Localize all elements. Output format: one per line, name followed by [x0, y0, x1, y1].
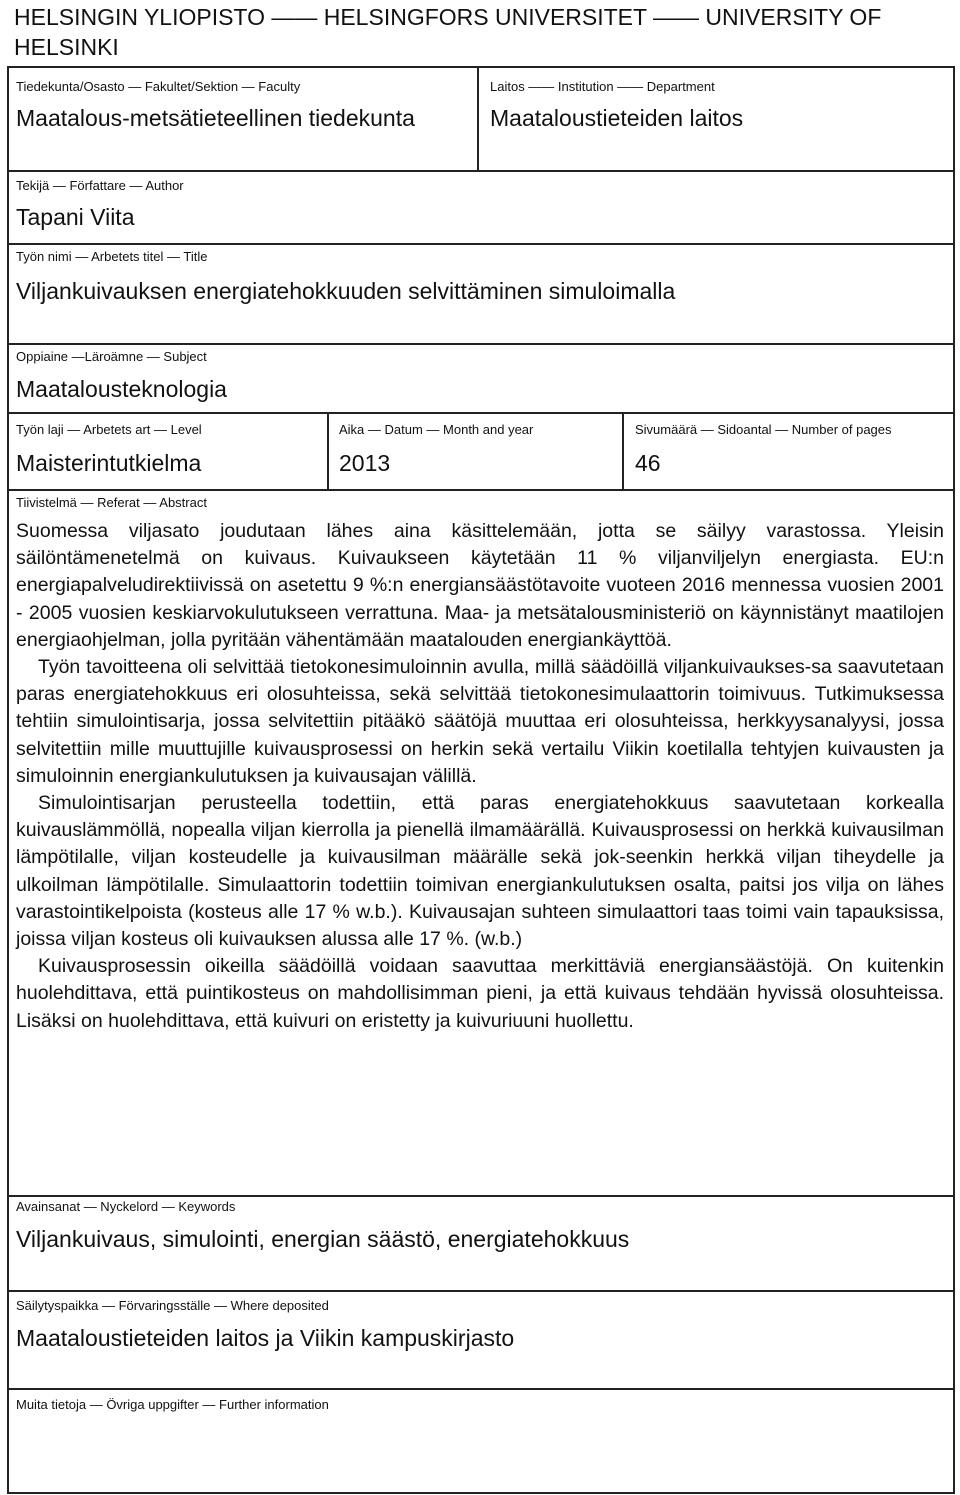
title-label: Työn nimi — Arbetets titel — Title [16, 249, 208, 264]
faculty-label: Tiedekunta/Osasto — Fakultet/Sektion — Faculty [16, 79, 301, 94]
university-header: HELSINGIN YLIOPISTO —— HELSINGFORS UNIVERSITET —— UNIVERSITY OF HELSINKI [14, 4, 882, 60]
faculty-value: Maatalous-metsätieteellinen tiedekunta [16, 105, 415, 131]
divider [7, 412, 955, 414]
abstract-label: Tiivistelmä — Referat — Abstract [16, 495, 207, 510]
divider [7, 243, 955, 245]
divider [7, 1290, 955, 1292]
divider [7, 170, 955, 172]
date-label: Aika — Datum — Month and year [339, 422, 534, 437]
keywords-label: Avainsanat — Nyckelord — Keywords [16, 1199, 236, 1214]
author-label: Tekijä — Författare — Author [16, 178, 184, 193]
divider [622, 412, 624, 490]
keywords-value: Viljankuivaus, simulointi, energian säästö, energiatehokkuus [16, 1226, 630, 1252]
level-value: Maisterintutkielma [16, 450, 202, 476]
further-label: Muita tietoja — Övriga uppgifter — Further information [16, 1397, 329, 1412]
department-value: Maataloustieteiden laitos [490, 105, 744, 131]
divider [7, 343, 955, 345]
subject-value: Maatalousteknologia [16, 376, 227, 402]
author-value: Tapani Viita [16, 204, 135, 230]
divider [327, 412, 329, 490]
abstract-paragraph: Suomessa viljasato joudutaan lähes aina käsittelemään, jotta se säilyy varastossa. Yleisin säilöntämenetelmä on kuivaus. Kuivaukseen käytetään 11 % viljanviljelyn energiasta. EU:n energiapalveludirektiivissä on asetettu 9 %:n energiansäästötavoite vuoteen 2016 mennessa vuosien 2001 - 2005 vuosien keskiarvokulutukseen verrattuna. Maa- ja metsätalousministeriö on käynnistänyt maatilojen energiaohjelman, jolla pyritään vähentämään maatalouden energiankäyttöä. [16, 520, 944, 651]
divider [7, 1195, 955, 1197]
deposited-label: Säilytyspaikka — Förvaringsställe — Where deposited [16, 1298, 329, 1313]
abstract-body [16, 518, 944, 1035]
pages-label: Sivumäärä — Sidoantal — Number of pages [635, 422, 892, 437]
deposited-value: Maataloustieteiden laitos ja Viikin kampuskirjasto [16, 1325, 515, 1351]
subject-label: Oppiaine —Läroämne — Subject [16, 349, 207, 364]
level-label: Työn laji — Arbetets art — Level [16, 422, 202, 437]
divider [7, 489, 955, 491]
abstract-paragraph: Simulointisarjan perusteella todettiin, että paras energiatehokkuus saavutetaan korkealla kuivauslämmöllä, nopealla viljan kierrolla ja pienellä ilmamäärällä. Kuivausprosessi on herkkä kuivausilman lämpötilalle, viljan kosteudelle ja kuivausilman määrälle sekä jok-seenkin herkkä viljan tiheydelle ja ulkoilman lämpötilalle. Simulaattorin todettiin toimivan energiankulutuksen osalta, paitsi jos vilja on lähes varastointikelpoista (kosteus alle 17 % w.b.). Kuivausajan suhteen simulaattori taas toimi vain tapauksissa, joissa viljan kosteus oli kuivauksen alussa alle 17 %. (w.b.) [16, 792, 944, 951]
department-label: Laitos —— Institution —— Department [490, 79, 715, 94]
title-value: Viljankuivauksen energiatehokkuuden selvittäminen simuloimalla [16, 278, 676, 304]
divider [7, 1388, 955, 1390]
abstract-paragraph: Kuivausprosessin oikeilla säädöillä voidaan saavuttaa merkittäviä energiansäästöjä. On kuitenkin huolehdittava, että puintikosteus on mahdollisimman pieni, ja että kuivaus tehdään hyvissä olosuhteissa. Lisäksi on huolehdittava, että kuivuri on eristetty ja kuivuriuuni huollettu. [16, 955, 944, 1032]
pages-value: 46 [635, 450, 661, 476]
divider [477, 66, 479, 171]
date-value: 2013 [339, 450, 391, 476]
abstract-paragraph: Työn tavoitteena oli selvittää tietokonesimuloinnin avulla, millä säädöillä viljankuivaukses-sa saavutetaan paras energiatehokkuus eri olosuhteissa, sekä selvittää tietokonesimulaattorin toimivuus. Tutkimuksessa tehtiin simulointisarja, jossa selvitettiin pitääkö säätöjä muuttaa eri olosuhteissa, herkkyysanalyysi, jossa selvitettiin mille muuttujille kuivausprosessi on herkin sekä vertailu Viikin koetilalla tehtyjen kuivausten ja simuloinnin energiankulutuksen ja kuivausajan välillä. [16, 656, 944, 787]
